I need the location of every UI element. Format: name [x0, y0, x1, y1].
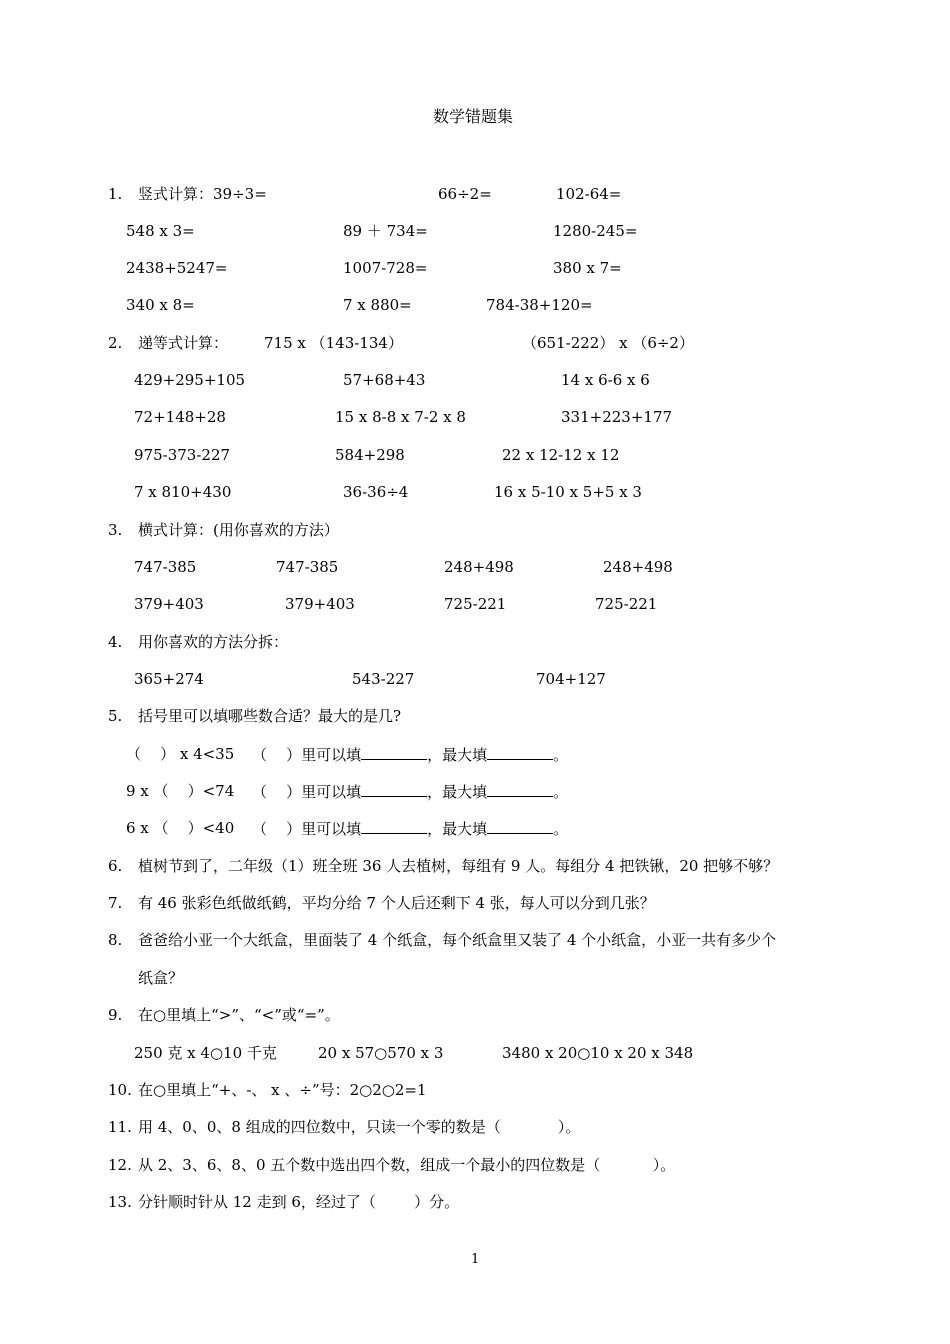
q4-item: 365+274 — [134, 670, 204, 688]
q2-item: 16 x 5-10 x 5+5 x 3 — [494, 483, 642, 501]
q3-item: 747-385 — [276, 558, 339, 576]
q1-prompt: 竖式计算：39÷3= — [138, 185, 267, 203]
q2-item: （651-222） x （6÷2） — [522, 334, 694, 352]
q2-item: 72+148+28 — [134, 408, 226, 426]
answer-blank[interactable] — [487, 745, 553, 760]
q1-item: 89 ＋ 734= — [343, 222, 428, 240]
q9-item: 20 x 57○570 x 3 — [318, 1044, 444, 1062]
page-title: 数学错题集 — [433, 107, 514, 126]
q1-item: 340 x 8= — [126, 296, 195, 314]
q11-text: 用 4、0、0、8 组成的四位数中，只读一个零的数是（ ）。 — [138, 1118, 581, 1136]
q2-item: 15 x 8-8 x 7-2 x 8 — [335, 408, 466, 426]
q5-answer-line — [252, 782, 568, 801]
q6-number: 6. — [108, 857, 123, 875]
q3-item: 379+403 — [285, 595, 355, 613]
q1-item: 66÷2= — [438, 185, 492, 203]
q5-max-label: ，最大填 — [427, 820, 488, 838]
q5-max-label: ，最大填 — [427, 746, 488, 764]
q1-item: 1280-245= — [553, 222, 638, 240]
q10-text: 在○里填上“+、-、 x 、÷”号：2○2○2=1 — [138, 1081, 427, 1099]
q2-number: 2. — [108, 334, 123, 352]
q5-answer-line — [252, 819, 568, 838]
q13-text: 分针顺时针从 12 走到 6，经过了（ ）分。 — [138, 1193, 460, 1211]
q3-item: 248+498 — [603, 558, 673, 576]
q5-end: 。 — [553, 783, 569, 801]
q3-item: 379+403 — [134, 595, 204, 613]
q4-item: 543-227 — [352, 670, 415, 688]
q5-end: 。 — [553, 746, 569, 764]
q1-item: 2438+5247= — [126, 259, 228, 277]
q12-text: 从 2、3、6、8、0 五个数中选出四个数，组成一个最小的四位数是（ ）。 — [138, 1156, 676, 1174]
q2-item: 975-373-227 — [134, 446, 231, 464]
q9-number: 9. — [108, 1006, 123, 1024]
q9-text: 在○里填上“>”、“<”或“=”。 — [138, 1006, 340, 1024]
answer-blank[interactable] — [487, 819, 553, 834]
q5-fill-label: （ ）里可以填 — [252, 820, 362, 838]
q7-number: 7. — [108, 894, 123, 912]
q2-item: 57+68+43 — [343, 371, 426, 389]
q3-item: 725-221 — [444, 595, 507, 613]
q3-item: 747-385 — [134, 558, 197, 576]
q1-item: 784-38+120= — [486, 296, 593, 314]
q2-item: 429+295+105 — [134, 371, 246, 389]
q2-prompt: 递等式计算： — [138, 334, 229, 352]
q8-text-continued: 纸盒？ — [138, 969, 184, 987]
q5-number: 5. — [108, 707, 123, 725]
q3-prompt: 横式计算：(用你喜欢的方法） — [138, 521, 339, 539]
q9-item: 250 克 x 4○10 千克 — [134, 1044, 277, 1062]
q5-answer-line — [252, 745, 568, 764]
q5-prompt: 括号里可以填哪些数合适？最大的是几? — [138, 707, 402, 725]
page-number: 1 — [471, 1252, 480, 1267]
q12-number: 12. — [108, 1156, 132, 1174]
q1-item: 7 x 880= — [343, 296, 412, 314]
q4-item: 704+127 — [536, 670, 606, 688]
q1-number: 1. — [108, 185, 123, 203]
q4-prompt: 用你喜欢的方法分拆： — [138, 633, 289, 651]
q4-number: 4. — [108, 633, 123, 651]
answer-blank[interactable] — [361, 745, 427, 760]
q7-text: 有 46 张彩色纸做纸鹤，平均分给 7 个人后还剩下 4 张，每人可以分到几张？ — [138, 894, 655, 912]
q11-number: 11. — [108, 1118, 132, 1136]
answer-blank[interactable] — [361, 819, 427, 834]
q5-max-label: ，最大填 — [427, 783, 488, 801]
q5-expression: 9 x （ ）<74 — [126, 782, 235, 800]
q1-item: 548 x 3= — [126, 222, 195, 240]
q5-expression: 6 x （ ）<40 — [126, 819, 235, 837]
q1-item: 380 x 7= — [553, 259, 622, 277]
q5-fill-label: （ ）里可以填 — [252, 783, 362, 801]
q8-text: 爸爸给小亚一个大纸盒，里面装了 4 个纸盒，每个纸盒里又装了 4 个小纸盒，小亚一共有多少个 — [138, 931, 777, 949]
q5-end: 。 — [553, 820, 569, 838]
q1-item: 102-64= — [556, 185, 622, 203]
q6-text: 植树节到了，二年级（1）班全班 36 人去植树，每组有 9 人。每组分 4 把铁锹，20 把够不够？ — [138, 857, 779, 875]
q2-item: 584+298 — [335, 446, 405, 464]
q2-item: 14 x 6-6 x 6 — [561, 371, 650, 389]
q2-item: 36-36÷4 — [343, 483, 409, 501]
q1-item: 1007-728= — [343, 259, 428, 277]
answer-blank[interactable] — [487, 782, 553, 797]
q5-fill-label: （ ）里可以填 — [252, 746, 362, 764]
q2-item: 715 x （143-134） — [264, 334, 403, 352]
q2-item: 22 x 12-12 x 12 — [502, 446, 620, 464]
q8-number: 8. — [108, 931, 123, 949]
answer-blank[interactable] — [361, 782, 427, 797]
q3-item: 725-221 — [595, 595, 658, 613]
q2-item: 331+223+177 — [561, 408, 673, 426]
q13-number: 13. — [108, 1193, 132, 1211]
q5-expression: （ ） x 4<35 — [126, 745, 235, 763]
q9-item: 3480 x 20○10 x 20 x 348 — [502, 1044, 694, 1062]
q2-item: 7 x 810+430 — [134, 483, 232, 501]
q3-item: 248+498 — [444, 558, 514, 576]
q10-number: 10. — [108, 1081, 132, 1099]
q3-number: 3. — [108, 521, 123, 539]
